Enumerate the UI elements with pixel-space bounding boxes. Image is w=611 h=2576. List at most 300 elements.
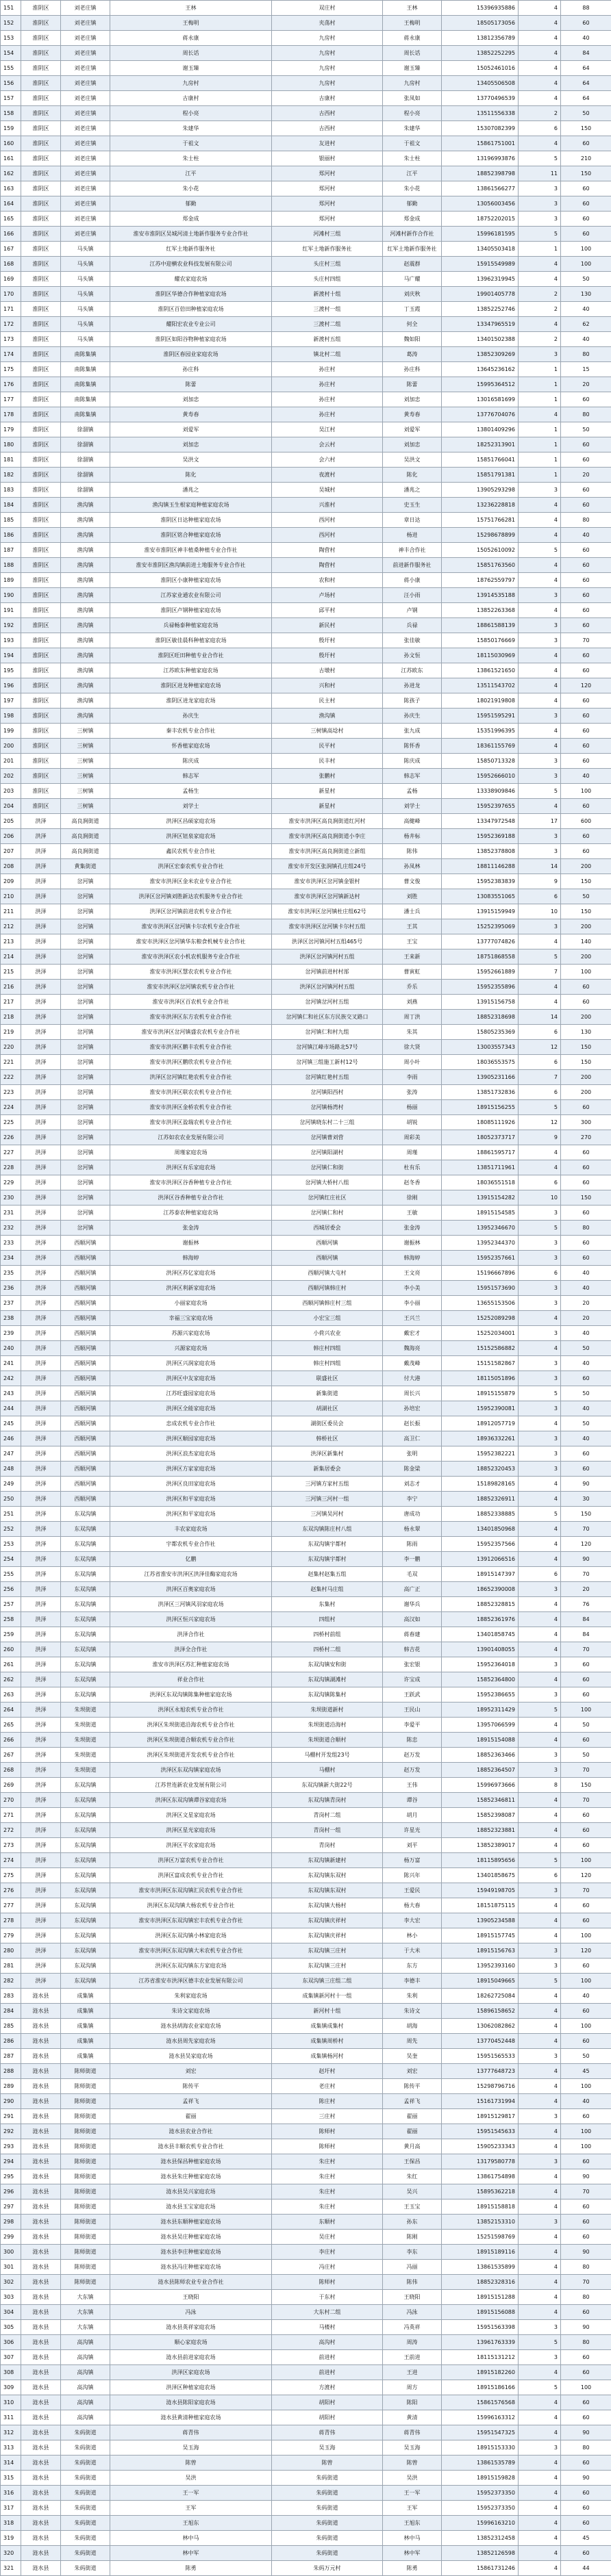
table-cell: 70	[561, 2184, 611, 2199]
table-cell: 60	[561, 1672, 611, 1687]
table-cell: 60	[561, 1145, 611, 1160]
table-cell: 淮阴区	[21, 603, 61, 618]
table-cell: 213	[1, 934, 21, 949]
table-cell: 涟水县玉宝家庭农场	[110, 2199, 272, 2215]
table-cell: 东双沟镇	[61, 1974, 110, 1989]
table-cell: 朱码街道	[61, 2425, 110, 2440]
table-cell: 40	[561, 1431, 611, 1446]
table-cell: 淮阴区小康种植家庭农场	[110, 573, 272, 588]
table-cell: 陈孩子	[383, 693, 442, 709]
table-cell: 李雨	[383, 1070, 442, 1085]
table-cell: 孙东	[383, 2215, 442, 2230]
table-row	[1, 844, 611, 859]
table-cell: 高沟村	[272, 2335, 383, 2350]
table-cell: 陈师村	[272, 2275, 383, 2290]
table-cell: 洪泽	[21, 1115, 61, 1130]
table-cell: 刘胜	[383, 889, 442, 904]
table-row	[1, 1868, 611, 1883]
table-cell: 陈庄村	[272, 2094, 383, 2109]
table-cell: 青岗村	[272, 1838, 383, 1853]
table-cell: 涟水县东顺种植家庭农场	[110, 2215, 272, 2230]
table-cell: 前进村	[272, 2365, 383, 2380]
table-cell: 联盛社区	[272, 1371, 383, 1386]
table-cell: 朱庄村	[272, 2199, 383, 2215]
table-cell: 243	[1, 1386, 21, 1401]
table-cell: 237	[1, 1296, 21, 1311]
table-cell: 农和村	[272, 573, 383, 588]
table-cell: 3	[519, 2440, 561, 2456]
table-cell: 80	[561, 513, 611, 528]
table-cell: 13083551065	[442, 889, 519, 904]
table-cell: 刘加忠	[110, 392, 272, 407]
table-cell: 6	[519, 889, 561, 904]
table-cell: 朱码街道	[61, 2471, 110, 2486]
table-cell: 孙庄科	[110, 362, 272, 377]
table-cell: 洪泽	[21, 1898, 61, 1913]
table-cell: 209	[1, 874, 21, 889]
table-cell: 小宏宝三组	[272, 1311, 383, 1326]
table-cell: 洪泽	[21, 1371, 61, 1386]
table-row	[1, 2320, 611, 2335]
table-cell: 302	[1, 2275, 21, 2290]
table-cell: 洪泽区谷香种植专业合作社	[110, 1190, 272, 1206]
table-cell: 140	[561, 934, 611, 949]
table-cell: 15751766281	[442, 513, 519, 528]
table-cell: 张涛	[383, 1085, 442, 1100]
table-cell: 王爱民	[383, 1883, 442, 1898]
table-cell: 涟水县黄清种植家庭农场	[110, 2410, 272, 2425]
table-cell: 3	[519, 1236, 561, 1251]
table-cell: 淮阴区	[21, 76, 61, 91]
table-cell: 淮安市洪泽区岔河镇新达村	[272, 889, 383, 904]
table-cell: 涟水县	[21, 2561, 61, 2576]
table-cell: 西顺河镇	[61, 1401, 110, 1416]
table-cell: 3	[519, 2109, 561, 2124]
table-cell: 6	[519, 1175, 561, 1190]
table-cell: 洪泽	[21, 1959, 61, 1974]
table-row	[1, 1838, 611, 1853]
table-row	[1, 1371, 611, 1386]
table-cell: 涟水县	[21, 2079, 61, 2094]
table-cell: 九房村	[272, 76, 383, 91]
table-cell: 李宁	[383, 1492, 442, 1507]
table-cell: 渔沟镇	[61, 678, 110, 693]
table-cell: 204	[1, 799, 21, 814]
table-cell: 18115030969	[442, 648, 519, 663]
table-cell: 秦丰农机专业合作社	[110, 724, 272, 739]
table-cell: 淮阴区	[21, 242, 61, 257]
table-cell: 张鹏村	[272, 769, 383, 784]
table-cell: 60	[561, 2486, 611, 2501]
table-cell: 刘老庄镇	[61, 1, 110, 16]
table-cell: 洪泽区平农家庭农场	[110, 1838, 272, 1853]
table-row	[1, 739, 611, 754]
table-cell: 18036553575	[442, 1055, 519, 1070]
table-cell: 孙庄村	[272, 407, 383, 422]
table-cell: 东双沟镇	[61, 1943, 110, 1959]
table-cell: 古西村	[272, 106, 383, 121]
table-cell: 270	[561, 1130, 611, 1145]
table-cell: 8	[519, 1778, 561, 1793]
table-row	[1, 1341, 611, 1356]
table-cell: 朱庄村	[272, 2154, 383, 2169]
table-cell: 陈勇	[110, 2561, 272, 2576]
table-cell: 朱坝街道	[61, 1763, 110, 1778]
table-cell: 兴源家庭农场	[110, 1341, 272, 1356]
table-cell: 刘燕	[383, 995, 442, 1010]
table-row	[1, 1808, 611, 1823]
table-cell: 161	[1, 151, 21, 166]
table-cell: 163	[1, 181, 21, 196]
table-cell: 岔河镇	[61, 874, 110, 889]
table-cell: 杨井标	[383, 829, 442, 844]
table-cell: 洪泽区岔河镇红艳农机专业合作社	[110, 1070, 272, 1085]
table-row	[1, 2049, 611, 2064]
table-cell: 70	[561, 2275, 611, 2290]
table-cell: 三树镇	[61, 784, 110, 799]
table-cell: 201	[1, 754, 21, 769]
table-cell: 三树镇	[61, 754, 110, 769]
table-cell: 淮安市洪泽区东双沟镇大米农机专业合作社	[110, 1943, 272, 1959]
table-row	[1, 2380, 611, 2395]
table-cell: 淮阴区	[21, 633, 61, 648]
table-cell: 朱坝街道	[61, 1703, 110, 1718]
table-cell: 洪泽区岔河镇河村五组465号	[272, 934, 383, 949]
table-cell: 陈师街道	[61, 2245, 110, 2260]
table-cell: 295	[1, 2169, 21, 2184]
table-cell: 40	[561, 332, 611, 347]
table-cell: 3	[519, 181, 561, 196]
table-cell: 18852328316	[442, 2275, 519, 2290]
table-cell: 60	[561, 16, 611, 31]
table-cell: 淮阴区卢钢种植家庭农场	[110, 603, 272, 618]
table-cell: 6	[519, 1868, 561, 1883]
table-cell: 岔河镇仁和村九组	[272, 1025, 383, 1040]
table-cell: 洪泽	[21, 1326, 61, 1341]
table-cell: 东双沟镇湖滩村	[272, 1672, 383, 1687]
table-cell: 18752202015	[442, 212, 519, 227]
table-cell: 陈怀香	[383, 739, 442, 754]
table-cell: 周先	[383, 2034, 442, 2049]
table-row	[1, 407, 611, 422]
table-cell: 洪泽区文星家庭农场	[110, 1808, 272, 1823]
table-cell: 许星光	[383, 1823, 442, 1838]
table-row	[1, 498, 611, 513]
table-cell: 洪泽	[21, 1627, 61, 1642]
table-cell: 84	[561, 46, 611, 61]
table-cell: 285	[1, 2019, 21, 2034]
table-cell: 淮阴区	[21, 1, 61, 16]
table-cell: 13776704076	[442, 407, 519, 422]
table-cell: 刘学士	[383, 799, 442, 814]
table-cell: 刘老庄镇	[61, 181, 110, 196]
table-cell: 西顺河镇	[61, 1477, 110, 1492]
table-cell: 渔沟镇玉生根家庭种植家庭农场	[110, 498, 272, 513]
table-cell: 238	[1, 1311, 21, 1326]
table-cell: 赵万发	[383, 1763, 442, 1778]
table-cell: 淮阴区	[21, 573, 61, 588]
table-cell: 13901408055	[442, 1642, 519, 1657]
table-cell: 洪泽	[21, 1703, 61, 1718]
table-cell: 陈师街道	[61, 2154, 110, 2169]
table-row	[1, 2561, 611, 2576]
table-row	[1, 1190, 611, 1206]
table-cell: 淮阴区	[21, 287, 61, 302]
table-cell: 312	[1, 2425, 21, 2440]
table-row	[1, 2290, 611, 2305]
table-cell: 44	[561, 2561, 611, 2576]
table-cell: 13405506508	[442, 76, 519, 91]
table-cell: 15052461016	[442, 61, 519, 76]
table-cell: 陈曾	[110, 2456, 272, 2471]
table-cell: 王林	[110, 1, 272, 16]
table-cell: 180	[1, 437, 21, 452]
table-cell: 西顺河镇	[61, 1356, 110, 1371]
table-cell: 杨丽	[383, 1100, 442, 1115]
table-cell: 洪泽	[21, 829, 61, 844]
table-cell: 214	[1, 949, 21, 965]
table-row	[1, 76, 611, 91]
table-cell: 吴玉海	[272, 2440, 383, 2456]
table-cell: 东双沟镇	[61, 1537, 110, 1552]
table-cell: 1	[519, 377, 561, 392]
table-cell: 150	[561, 1778, 611, 1793]
table-cell: 涟水县	[21, 2486, 61, 2501]
table-cell: 20	[561, 377, 611, 392]
table-cell: 80	[561, 2290, 611, 2305]
table-cell: 淮阴区	[21, 528, 61, 543]
table-cell: 60	[561, 724, 611, 739]
table-cell: 高广正	[383, 1582, 442, 1597]
table-cell: 刘庆秋	[383, 287, 442, 302]
table-cell: 东双沟镇新建村	[272, 1853, 383, 1868]
table-cell: 三庄村	[272, 2109, 383, 2124]
table-cell: 东双沟镇	[61, 1823, 110, 1838]
table-cell: 207	[1, 844, 21, 859]
table-cell: 3	[519, 1281, 561, 1296]
table-cell: 耀阳宏农业专业公司	[110, 317, 272, 332]
table-cell: 东双沟镇	[61, 1808, 110, 1823]
table-row	[1, 106, 611, 121]
table-cell: 18852361976	[442, 1612, 519, 1627]
table-cell: 郑河村	[272, 166, 383, 181]
table-cell: 40	[561, 1266, 611, 1281]
table-cell: 18915049665	[442, 1974, 519, 1989]
table-cell: 15307082399	[442, 121, 519, 136]
table-cell: 岔河镇仁和村	[272, 1206, 383, 1221]
table-cell: 东双沟镇	[61, 1959, 110, 1974]
table-cell: 南陈集镇	[61, 362, 110, 377]
table-row	[1, 31, 611, 46]
table-cell: 283	[1, 1989, 21, 2004]
table-cell: 13401858675	[442, 1868, 519, 1883]
table-cell: 赵长振	[383, 1416, 442, 1431]
table-cell: 东双沟镇东双村	[272, 1868, 383, 1883]
table-cell: 淮阴区	[21, 437, 61, 452]
table-row	[1, 1130, 611, 1145]
table-cell: 60	[561, 2199, 611, 2215]
table-cell: 15298678899	[442, 528, 519, 543]
table-cell: 王进	[383, 2365, 442, 2380]
table-cell: 岔河镇	[61, 1055, 110, 1070]
table-cell: 涟水县英祥家庭农场	[110, 2320, 272, 2335]
table-cell: 64	[561, 91, 611, 106]
table-cell: 涟水县吴庄种植家庭农场	[110, 2230, 272, 2245]
table-cell: 150	[561, 904, 611, 919]
table-cell: 15851791381	[442, 468, 519, 483]
table-cell: 15852346811	[442, 1793, 519, 1808]
table-cell: 洪泽区和平家庭农场	[110, 1507, 272, 1522]
table-cell: 江苏如农农业发展有限公司	[110, 1130, 272, 1145]
table-cell: 60	[561, 1206, 611, 1221]
table-row	[1, 1462, 611, 1477]
table-cell: 孙庄村	[272, 392, 383, 407]
table-cell: 王晓阳	[383, 2290, 442, 2305]
table-cell: 279	[1, 1928, 21, 1943]
table-cell: 洪泽区永旭农机专业合作社	[110, 1703, 272, 1718]
table-cell: 100	[561, 1853, 611, 1868]
table-cell: 18115131212	[442, 2350, 519, 2365]
table-cell: 15951545633	[442, 2124, 519, 2139]
table-cell: 洪泽	[21, 1838, 61, 1853]
table-row	[1, 2034, 611, 2049]
table-cell: 淮阴区进龙种植家庭农场	[110, 678, 272, 693]
table-row	[1, 1989, 611, 2004]
table-row	[1, 919, 611, 934]
table-cell: 4	[519, 1492, 561, 1507]
table-cell: 313	[1, 2440, 21, 2456]
table-cell: 洪泽	[21, 1070, 61, 1085]
table-cell: 葛涛	[383, 347, 442, 362]
table-cell: 高良涧街道	[61, 829, 110, 844]
table-cell: 3	[519, 1206, 561, 1221]
table-cell: 4	[519, 91, 561, 106]
table-cell: 150	[561, 874, 611, 889]
table-cell: 318	[1, 2516, 21, 2531]
table-cell: 涟水县	[21, 2410, 61, 2425]
table-cell: 60	[561, 603, 611, 618]
table-cell: 淮阴区	[21, 166, 61, 181]
table-cell: 15952373350	[442, 2486, 519, 2501]
table-cell: 311	[1, 2410, 21, 2425]
table-cell: 西顺河镇	[61, 1326, 110, 1341]
table-cell: 淮阴区	[21, 709, 61, 724]
table-cell: 18115051896	[442, 1371, 519, 1386]
table-cell: 321	[1, 2561, 21, 2576]
table-cell: 236	[1, 1281, 21, 1296]
table-cell: 淮阴区日达种植家庭农场	[110, 513, 272, 528]
table-cell: 洪泽区岔河镇河村五组	[272, 949, 383, 965]
table-cell: 13645236162	[442, 362, 519, 377]
table-cell: 翟丽	[383, 2124, 442, 2139]
table-cell: 4	[519, 2501, 561, 2516]
table-cell: 80	[561, 2440, 611, 2456]
table-cell: 祥业合作社	[110, 1672, 272, 1687]
table-cell: 洪泽	[21, 1356, 61, 1371]
table-cell: 徐溜镇	[61, 483, 110, 498]
table-cell: 淮安市洪泽区鹏丰农机专业合作社	[110, 1040, 272, 1055]
table-cell: 徐大贤	[383, 1040, 442, 1055]
table-row	[1, 2109, 611, 2124]
table-row	[1, 859, 611, 874]
table-cell: 15952666010	[442, 769, 519, 784]
table-cell: 60	[561, 212, 611, 227]
table-cell: 新星村	[272, 784, 383, 799]
table-cell: 渔沟镇	[61, 648, 110, 663]
table-cell: 13851711961	[442, 1160, 519, 1175]
table-cell: 前进村	[272, 2350, 383, 2365]
table-cell: 304	[1, 2305, 21, 2320]
table-row	[1, 1115, 611, 1130]
table-cell: 18811146288	[442, 859, 519, 874]
table-cell: 淮安市洪泽区苏汇种植家庭农场	[110, 1657, 272, 1672]
table-cell: 242	[1, 1371, 21, 1386]
table-cell: 15952364018	[442, 1657, 519, 1672]
table-cell: 蒋永康	[110, 31, 272, 46]
table-cell: 四组村	[272, 1612, 383, 1627]
table-cell: 杨万富	[383, 1853, 442, 1868]
table-cell: 4	[519, 2260, 561, 2275]
table-cell: 4	[519, 2064, 561, 2079]
table-cell: 15351996395	[442, 724, 519, 739]
table-cell: 朱码街道	[272, 2471, 383, 2486]
table-cell: 王文亮	[383, 1266, 442, 1281]
table-cell: 150	[561, 1055, 611, 1070]
table-cell: 319	[1, 2531, 21, 2546]
table-cell: 100	[561, 2124, 611, 2139]
table-row	[1, 2260, 611, 2275]
table-cell: 吴兴	[383, 2184, 442, 2199]
table-cell: 50	[561, 1718, 611, 1733]
table-cell: 洪泽区万富农机专业合作社	[110, 1853, 272, 1868]
table-cell: 洪泽区苏亿家庭农场	[110, 1266, 272, 1281]
table-cell: 13401502388	[442, 332, 519, 347]
table-cell: 15161731994	[442, 2094, 519, 2109]
table-cell: 林中军	[110, 2546, 272, 2561]
table-cell: 赵集村马庄组	[272, 1582, 383, 1597]
table-cell: 吴玉海	[383, 2440, 442, 2456]
table-cell: 淮阴区	[21, 468, 61, 483]
table-cell: 10	[519, 1190, 561, 1206]
table-cell: 陈金梁	[383, 1462, 442, 1477]
table-cell: 涟水县	[21, 2365, 61, 2380]
table-cell: 胡阳村	[272, 2410, 383, 2425]
table-cell: 208	[1, 859, 21, 874]
table-cell: 徐溜镇	[61, 468, 110, 483]
table-cell: 朱红	[383, 2169, 442, 2184]
table-cell: 洪泽	[21, 919, 61, 934]
table-cell: 九房村	[383, 76, 442, 91]
table-cell: 吴城村	[272, 483, 383, 498]
table-cell: 20	[561, 1582, 611, 1597]
table-cell: 岔河镇	[61, 1130, 110, 1145]
table-cell: 高健峰	[383, 814, 442, 829]
table-row	[1, 1959, 611, 1974]
table-row	[1, 377, 611, 392]
table-cell: 吴江村	[272, 422, 383, 437]
table-cell: 东双沟镇	[61, 1883, 110, 1898]
table-cell: 3	[519, 1883, 561, 1898]
table-cell: 254	[1, 1552, 21, 1567]
table-cell: 洪泽区钮泉家庭农场	[110, 829, 272, 844]
table-cell: 淮阴区	[21, 422, 61, 437]
table-cell: 江苏欧东种植家庭农场	[110, 663, 272, 678]
table-cell: 青岗村一组	[272, 1823, 383, 1838]
table-cell: 洪泽	[21, 1462, 61, 1477]
table-cell: 269	[1, 1778, 21, 1793]
table-row	[1, 1401, 611, 1416]
table-cell: 150	[561, 166, 611, 181]
